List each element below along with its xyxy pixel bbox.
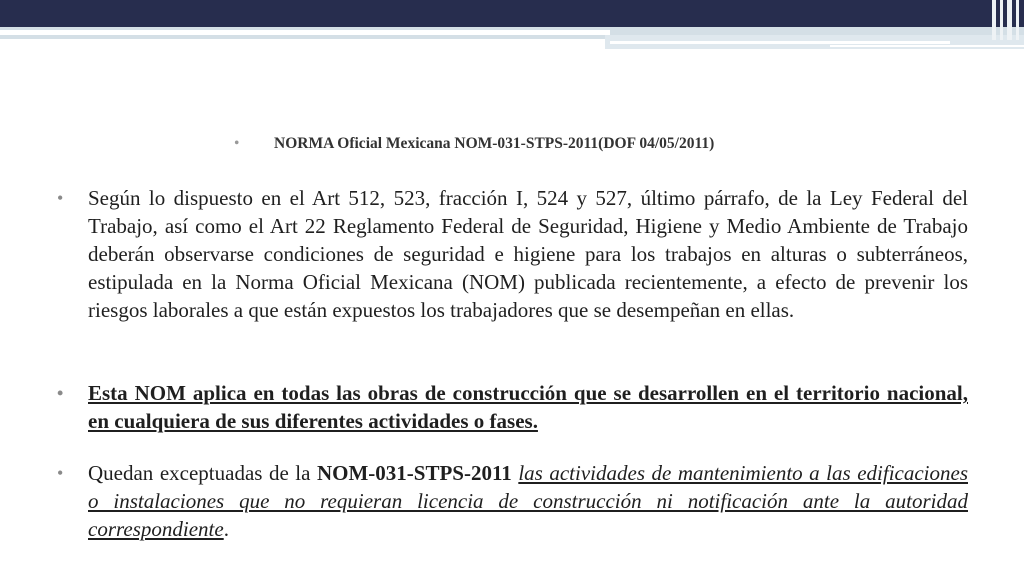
- paragraph-text: Esta NOM aplica en todas las obras de construcción que se desarrollen en el territorio nacional, en cualquiera de sus diferentes actividades o fases.: [88, 381, 968, 433]
- decorative-stripe: [0, 30, 610, 35]
- paragraph-text: Según lo dispuesto en el Art 512, 523, fracción I, 524 y 527, último párrafo, de la Ley Federal del Trabajo, así como el Art 22 Reglamento Federal de Seguridad, Higiene y Medio Ambiente de Trabajo deberán observarse condiciones de seguridad e higiene para los trabajos en alturas o subterráneos, estipulada en la Norma Oficial Mexicana (NOM) publicada recientemente, a efecto de prevenir los riesgos laborales a que están expuestos los trabajadores que se desempeñan en ellas.: [88, 186, 968, 322]
- decorative-stripe: [610, 41, 950, 44]
- paragraph-exceptions: [57, 459, 968, 543]
- heading-text: NORMA Oficial Mexicana NOM-031-STPS-2011(DOF 04/05/2011): [274, 135, 715, 152]
- paragraph-scope: [57, 379, 968, 435]
- paragraph-legal-basis: [57, 184, 968, 324]
- decorative-stripe: [830, 45, 1024, 47]
- bullet-icon: •: [57, 188, 64, 208]
- bullet-icon: •: [57, 463, 64, 483]
- bullet-icon: •: [234, 135, 240, 152]
- exception-text: las actividades de mantenimiento a las edificaciones o instalaciones que no requieran licencia de construcción ni notificación ante la autoridad correspondiente: [88, 461, 968, 541]
- top-decorative-bar: [0, 0, 1024, 27]
- paragraph-lead-text: Quedan exceptuadas de la: [88, 461, 317, 485]
- standard-code: NOM-031-STPS-2011: [316, 461, 512, 485]
- decorative-vertical-stripes: [988, 0, 1024, 40]
- paragraph-end-text: .: [223, 517, 229, 541]
- bullet-icon: •: [57, 383, 64, 403]
